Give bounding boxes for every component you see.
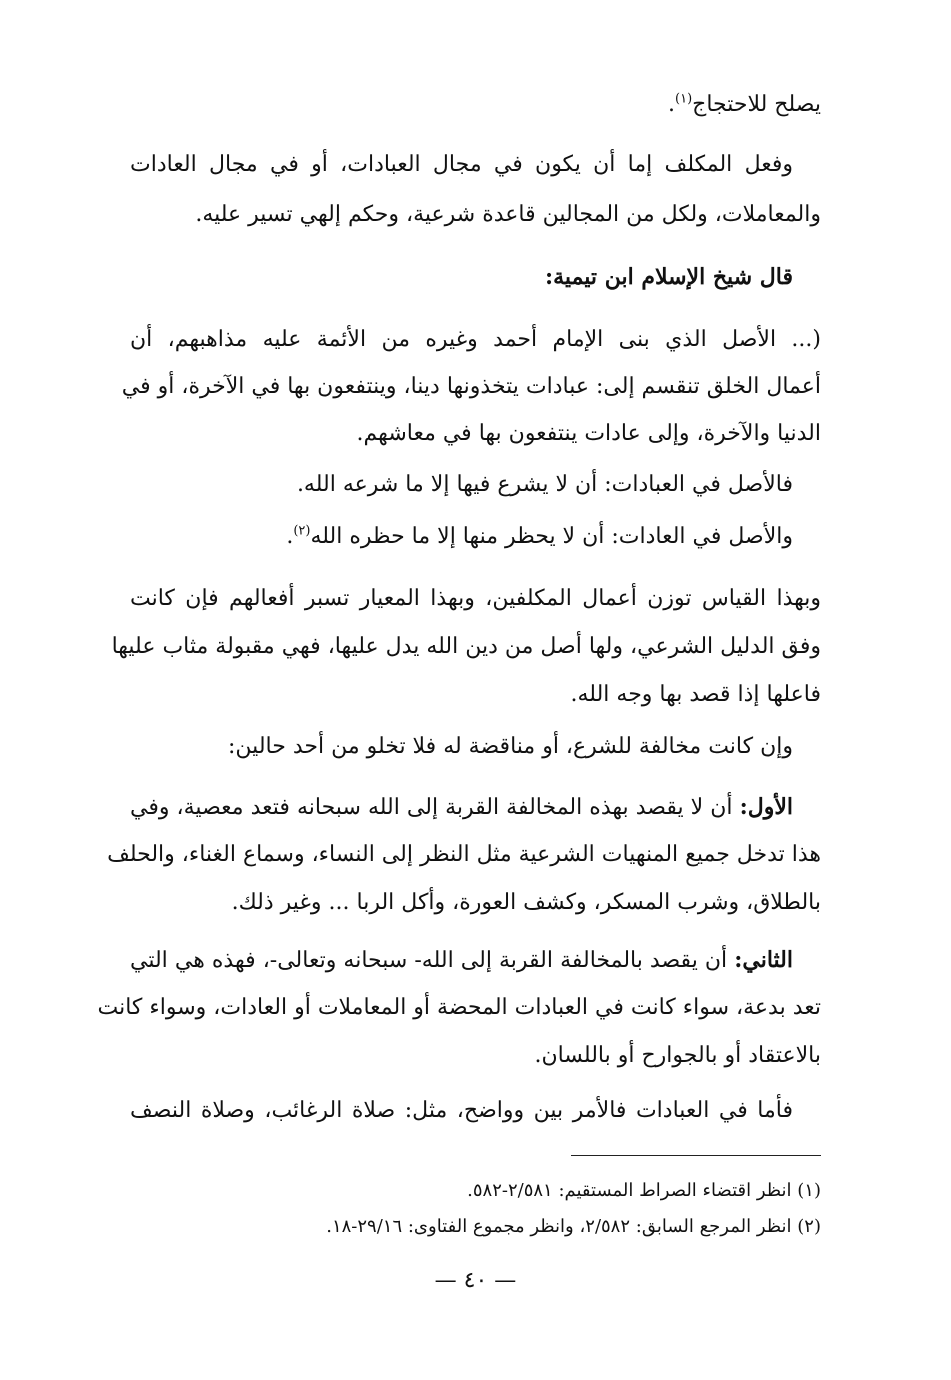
footnote-ref[interactable]: (٢) xyxy=(293,523,311,539)
body-line: وفق الدليل الشرعي، ولها أصل من دين الله يدل عليها، فهي مقبولة مثاب عليها xyxy=(111,634,821,659)
quote-line: (... الأصل الذي بنى الإمام أحمد وغيره من الأئمة عليه مذاهبهم، أن xyxy=(130,327,821,352)
page-number: — ٤٠ — xyxy=(434,1268,517,1293)
quote-line: فالأصل في العبادات: أن لا يشرع فيها إلا ما شرعه الله. xyxy=(296,472,793,497)
second-case-label: الثاني: xyxy=(734,947,793,973)
body-line: الثاني: أن يقصد بالمخالفة القربة إلى الله- سبحانه وتعالى-، فهذه هي التي xyxy=(130,947,793,973)
body-line: فأما في العبادات فالأمر بين وواضح، مثل: صلاة الرغائب، وصلاة النصف xyxy=(130,1098,793,1123)
section-heading: قال شيخ الإسلام ابن تيمية: xyxy=(545,264,793,290)
body-line: فاعلها إذا قصد بها وجه الله. xyxy=(570,682,821,707)
body-line: بالطلاق، وشرب المسكر، وكشف العورة، وأكل الربا ... وغير ذلك. xyxy=(231,890,821,915)
first-case-label: الأول: xyxy=(739,794,793,820)
body-line: وإن كانت مخالفة للشرع، أو مناقضة له فلا تخلو من أحد حالين: xyxy=(228,734,793,759)
quote-line: أعمال الخلق تنقسم إلى: عبادات يتخذونها دينا، وينتفعون بها في الآخرة، أو في xyxy=(121,374,821,399)
body-line: هذا تدخل جميع المنهيات الشرعية مثل النظر إلى النساء، وسماع الغناء، والحلف xyxy=(107,842,821,867)
body-line: تعد بدعة، سواء كانت في العبادات المحضة أو المعاملات أو العادات، وسواء كانت xyxy=(97,995,821,1020)
body-line: والمعاملات، ولكل من المجالين قاعدة شرعية، وحكم إلهي تسير عليه. xyxy=(195,202,821,227)
body-line: وفعل المكلف إما أن يكون في مجال العبادات، أو في مجال العادات xyxy=(130,152,793,177)
footnote-ref[interactable]: (١) xyxy=(675,91,693,107)
quote-line: الدنيا والآخرة، وإلى عادات ينتفعون بها في معاشهم. xyxy=(356,421,821,446)
footnote-1: (١) انظر اقتضاء الصراط المستقيم: ٢/٥٨١-٥٨٢. xyxy=(467,1180,821,1201)
footnote-separator xyxy=(571,1155,821,1156)
body-line: الأول: أن لا يقصد بهذه المخالفة القربة إلى الله سبحانه فتعد معصية، وفي xyxy=(130,794,793,820)
body-line: بالاعتقاد أو بالجوارح أو باللسان. xyxy=(534,1043,821,1068)
body-line: وبهذا القياس توزن أعمال المكلفين، وبهذا المعيار تسبر أفعالهم فإن كانت xyxy=(130,586,821,611)
quote-line: والأصل في العادات: أن لا يحظر منها إلا ما حظره الله$^{(٢)}$. xyxy=(286,523,793,549)
body-line: يصلح للاحتجاج$^{(١)}$. xyxy=(668,91,821,117)
footnote-2: (٢) انظر المرجع السابق: ٢/٥٨٢، وانظر مجموع الفتاوى: ٢٩/١٦-١٨. xyxy=(326,1216,821,1237)
